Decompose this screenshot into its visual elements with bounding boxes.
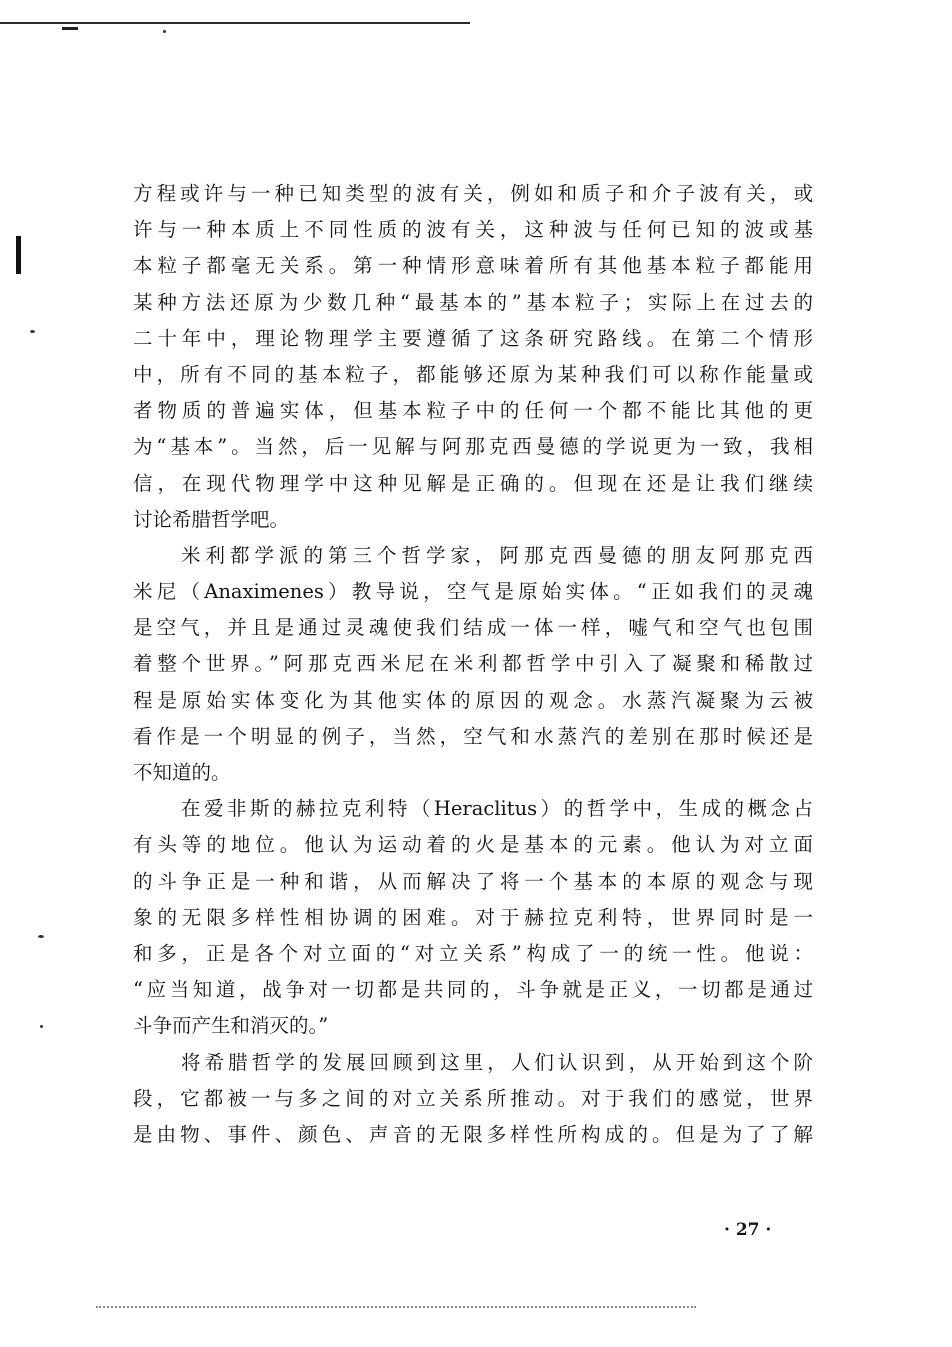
body-text xyxy=(133,176,813,1153)
text-line: 象的无限多样性相协调的困难。对于赫拉克利特，世界同时是一 xyxy=(133,905,813,929)
text-line: 米利都学派的第三个哲学家，阿那克西曼德的朋友阿那克西 xyxy=(181,543,813,567)
text-line: 方程或许与一种已知类型的波有关，例如和质子和介子波有关，或 xyxy=(133,182,813,205)
text-line: 信，在现代物理学中这种见解是正确的。但现在还是让我们继续 xyxy=(133,471,813,495)
text-line: 将希腊哲学的发展回顾到这里，人们认识到，从开始到这个阶 xyxy=(181,1050,813,1074)
text-line: 的斗争正是一种和谐，从而解决了将一个基本的本原的观念与现 xyxy=(133,869,813,893)
text-line: 许与一种本质上不同性质的波有关，这种波与任何已知的波或基 xyxy=(133,218,813,242)
text-line: 看作是一个明显的例子，当然，空气和水蒸汽的差别在那时候还是 xyxy=(133,724,813,748)
scan-speck xyxy=(40,1025,43,1028)
text-line: 中，所有不同的基本粒子，都能够还原为某种我们可以称作能量或 xyxy=(133,362,813,386)
scan-speck xyxy=(30,330,35,333)
scan-left-mark xyxy=(16,236,21,274)
text-line: 是由物、事件、颜色、声音的无限多样性所构成的。但是为了了解 xyxy=(133,1122,813,1146)
text-line: 本粒子都毫无关系。第一种情形意味着所有其他基本粒子都能用 xyxy=(133,254,813,278)
text-line: 着整个世界。”阿那克西米尼在米利都哲学中引入了凝聚和稀散过 xyxy=(133,652,813,676)
scan-top-rule xyxy=(0,22,470,24)
text-line: 斗争而产生和消灭的。” xyxy=(133,1014,329,1038)
text-line: 讨论希腊哲学吧。 xyxy=(133,507,290,531)
text-line: 米尼（Anaximenes）教导说，空气是原始实体。“正如我们的灵魂 xyxy=(133,580,813,604)
scan-speck xyxy=(38,935,44,938)
text-line: 和多，正是各个对立面的“对立关系”构成了一的统一性。他说： xyxy=(133,941,813,965)
text-line: 不知道的。 xyxy=(133,761,231,784)
text-line: 者物质的普遍实体，但基本粒子中的任何一个都不能比其他的更 xyxy=(133,399,813,423)
text-line: 段，它都被一与多之间的对立关系所推动。对于我们的感觉，世界 xyxy=(133,1086,813,1110)
text-line: 程是原始实体变化为其他实体的原因的观念。水蒸汽凝聚为云被 xyxy=(133,688,813,712)
text-line: 是空气，并且是通过灵魂使我们结成一体一样，嘘气和空气也包围 xyxy=(133,616,813,640)
text-line: 二十年中，理论物理学主要遵循了这条研究路线。在第二个情形 xyxy=(133,326,813,350)
text-line: 在爱非斯的赫拉克利特（Heraclitus）的哲学中，生成的概念占 xyxy=(181,797,813,821)
text-line: 有头等的地位。他认为运动着的火是基本的元素。他认为对立面 xyxy=(133,833,813,857)
text-line: 某种方法还原为少数几种“最基本的”基本粒子；实际上在过去的 xyxy=(133,290,813,314)
text-line: “应当知道，战争对一切都是共同的，斗争就是正义，一切都是通过 xyxy=(133,978,813,1002)
page-number: · 27 · xyxy=(724,1220,772,1240)
scan-bottom-rule xyxy=(96,1306,696,1309)
scan-speck xyxy=(163,30,166,33)
text-line: 为“基本”。当然，后一见解与阿那克西曼德的学说更为一致，我相 xyxy=(133,435,813,459)
scan-top-dash xyxy=(62,27,78,30)
